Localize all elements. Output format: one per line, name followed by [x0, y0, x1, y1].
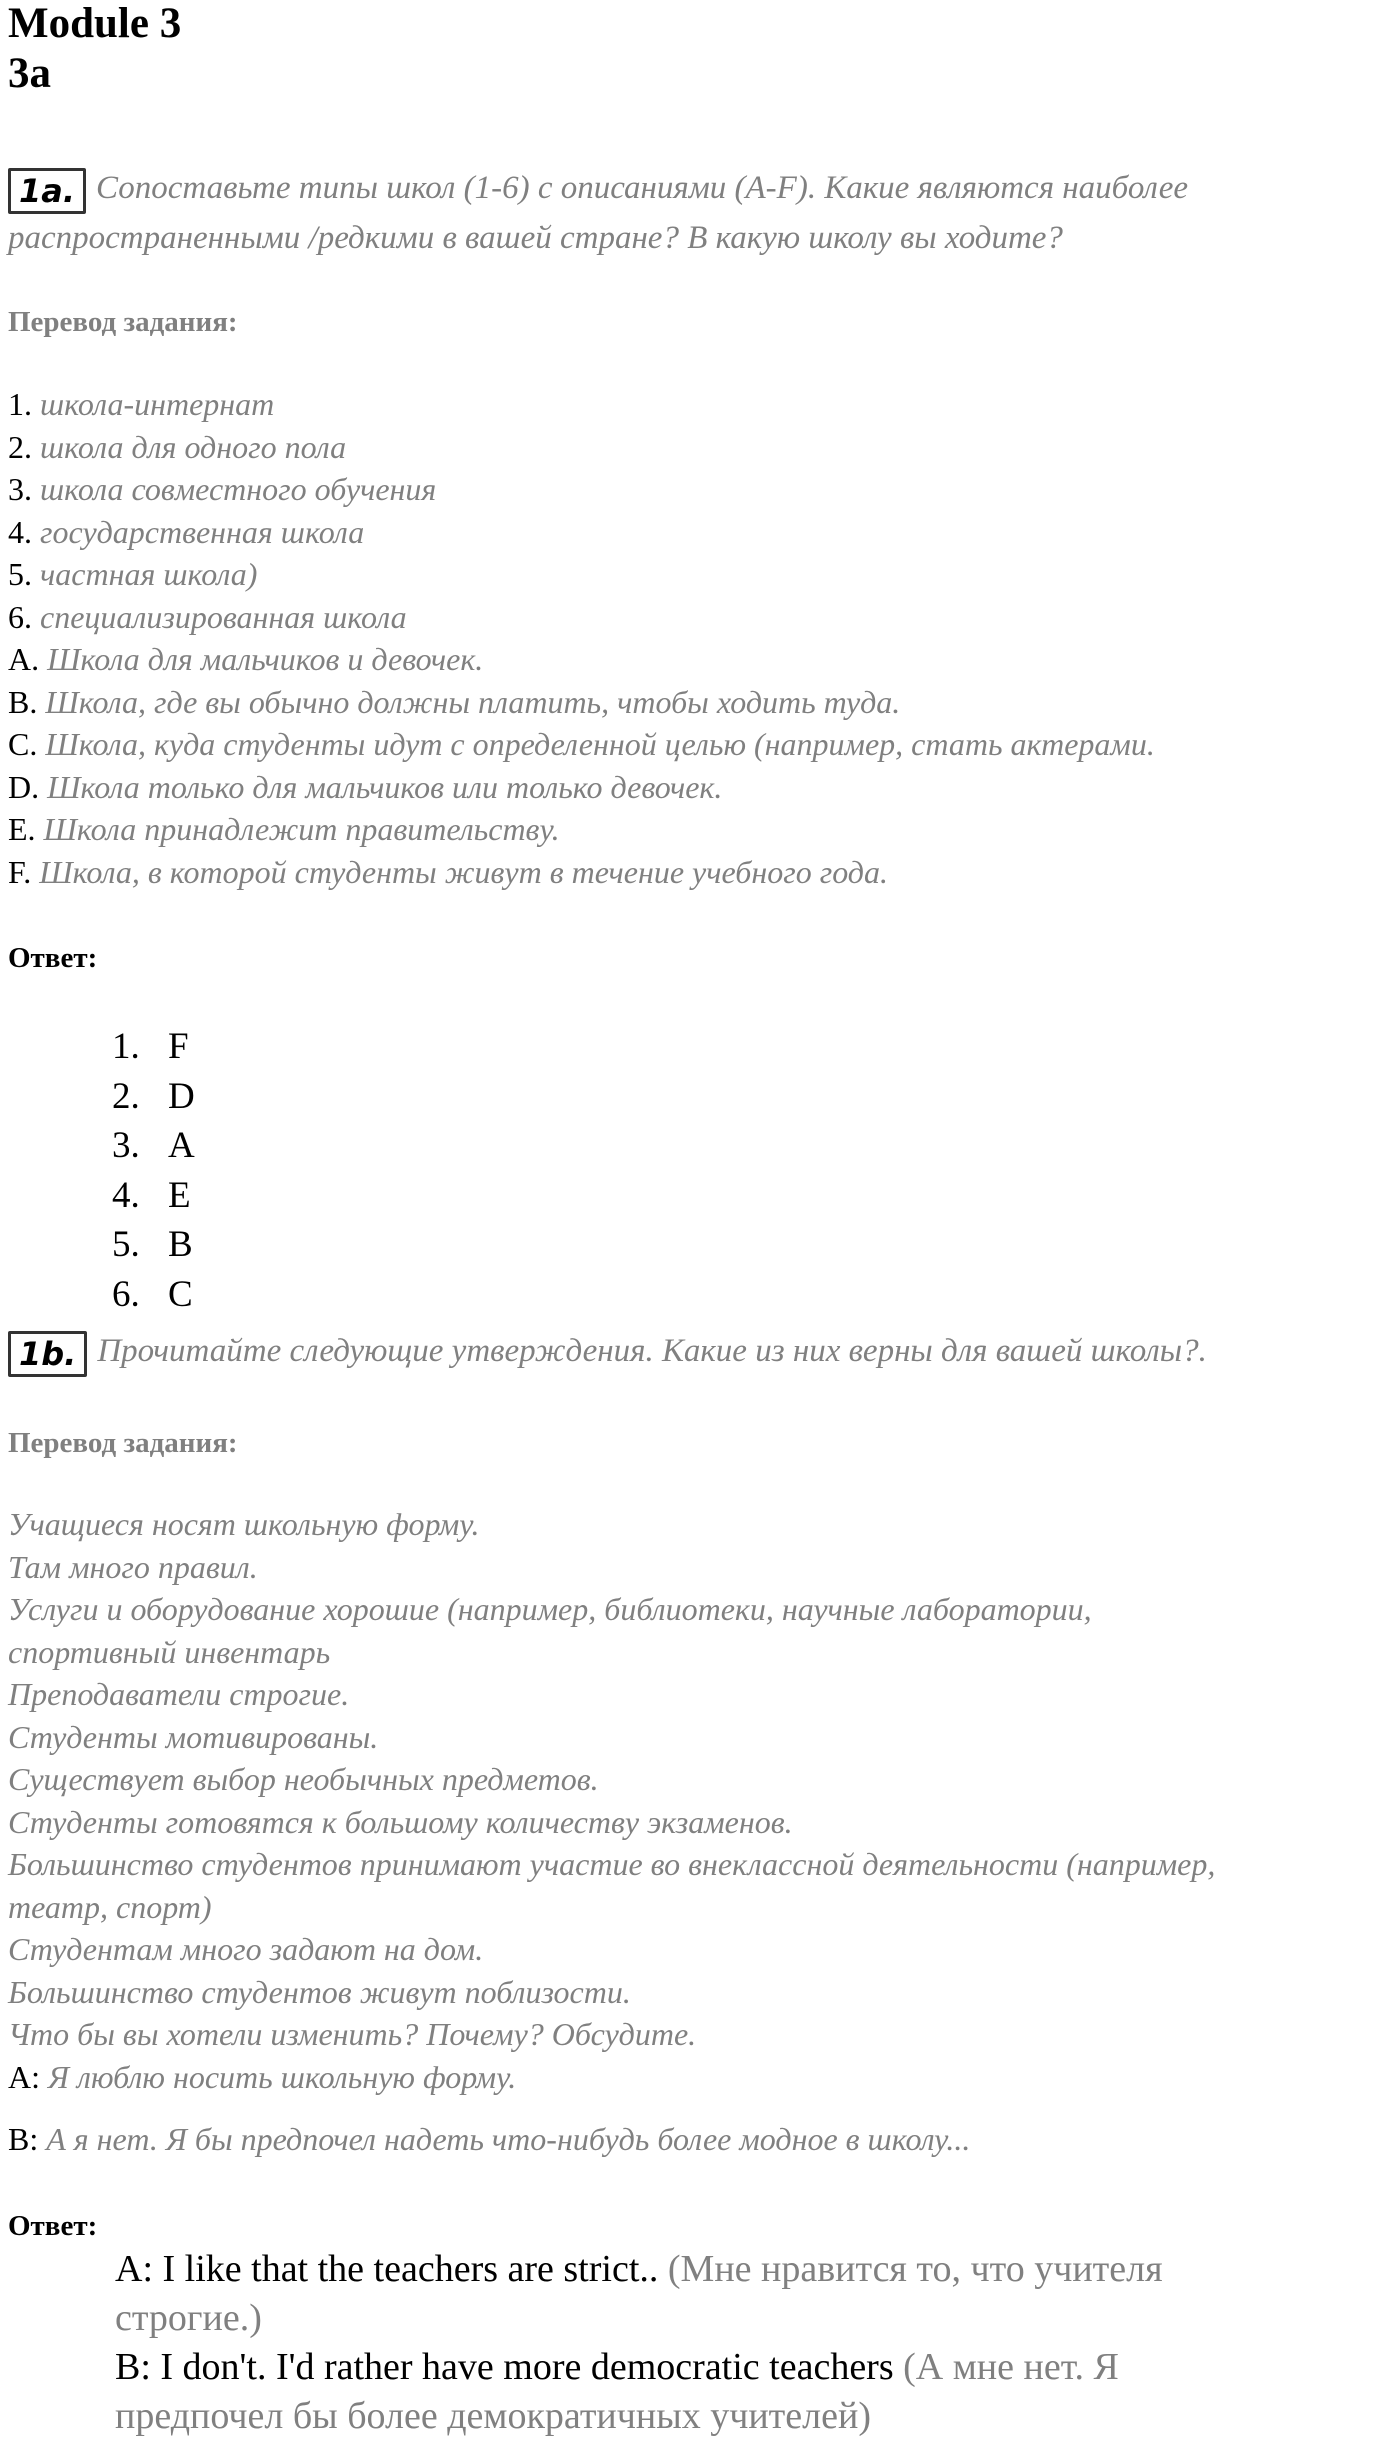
dialogue-line-a: A: Я люблю носить школьную форму. — [8, 2059, 517, 2095]
task-1b-translation-label: Перевод задания: — [8, 1427, 238, 1459]
answer-b-line: B: I don't. I'd rather have more democratic teachers (А мне нет. Я — [115, 2346, 1119, 2388]
list-item: Существует выбор необычных предметов. — [8, 1761, 599, 1797]
task-1a-answer-label: Ответ: — [8, 942, 98, 974]
list-item: 2. школа для одного пола — [8, 429, 347, 465]
list-item: 1. школа-интернат — [8, 386, 275, 422]
list-item: B. Школа, где вы обычно должны платить, чтобы ходить туда. — [8, 684, 901, 720]
answer-a-translation: строгие.) — [115, 2297, 262, 2339]
answer-a-line: A: I like that the teachers are strict.. (Мне нравится то, что учителя — [115, 2248, 1163, 2290]
list-item: C. Школа, куда студенты идут с определенной целью (например, стать актерами. — [8, 726, 1155, 762]
task-1a-instruction — [8, 164, 1388, 262]
list-item: A. Школа для мальчиков и девочек. — [8, 641, 484, 677]
list-item: D. Школа только для мальчиков или только девочек. — [8, 769, 723, 805]
list-item: Там много правил. — [8, 1549, 258, 1585]
task-1a-text: Сопоставьте типы школ (1-6) с описаниями (A-F). Какие являются наиболее распространенными /редкими в вашей стране? В какую школу вы ходите? — [8, 170, 1189, 256]
list-item: театр, спорт) — [8, 1889, 212, 1925]
list-item: Преподаватели строгие. — [8, 1676, 350, 1712]
task-1b-text: Прочитайте следующие утверждения. Какие из них верны для вашей школы?. — [97, 1333, 1207, 1369]
answer-item: 2. D — [112, 1076, 195, 1117]
section-title: 3a — [8, 50, 51, 97]
answer-b-translation: предпочел бы более демократичных учителей) — [115, 2395, 871, 2437]
answer-item: 3. A — [112, 1125, 195, 1166]
task-1a-badge: 1a. — [8, 168, 86, 214]
task-1b-badge: 1b. — [8, 1331, 87, 1377]
answer-item: 6. C — [112, 1274, 193, 1315]
dialogue-line-b: B: А я нет. Я бы предпочел надеть что-нибудь более модное в школу... — [8, 2121, 971, 2157]
list-item: Услуги и оборудование хорошие (например, библиотеки, научные лаборатории, — [8, 1591, 1092, 1627]
task-1a-translation-label: Перевод задания: — [8, 306, 238, 338]
answer-item: 4. E — [112, 1175, 191, 1216]
answer-item: 5. B — [112, 1224, 193, 1265]
list-item: Что бы вы хотели изменить? Почему? Обсудите. — [8, 2016, 697, 2052]
list-item: 6. специализированная школа — [8, 599, 407, 635]
list-item: F. Школа, в которой студенты живут в течение учебного года. — [8, 854, 888, 890]
list-item: Учащиеся носят школьную форму. — [8, 1506, 480, 1542]
list-item: E. Школа принадлежит правительству. — [8, 811, 560, 847]
list-item: спортивный инвентарь — [8, 1634, 331, 1670]
list-item: 5. частная школа) — [8, 556, 258, 592]
list-item: Большинство студентов принимают участие во внеклассной деятельности (например, — [8, 1846, 1216, 1882]
list-item: Студенты готовятся к большому количеству экзаменов. — [8, 1804, 793, 1840]
list-item: Большинство студентов живут поблизости. — [8, 1974, 631, 2010]
list-item: Студенты мотивированы. — [8, 1719, 379, 1755]
list-item: 3. школа совместного обучения — [8, 471, 437, 507]
list-item: 4. государственная школа — [8, 514, 365, 550]
list-item: Студентам много задают на дом. — [8, 1931, 484, 1967]
task-1b-answer-label: Ответ: — [8, 2210, 98, 2242]
task-1b-instruction — [8, 1327, 1388, 1377]
module-title: Module 3 — [8, 0, 182, 47]
answer-item: 1. F — [112, 1026, 189, 1067]
